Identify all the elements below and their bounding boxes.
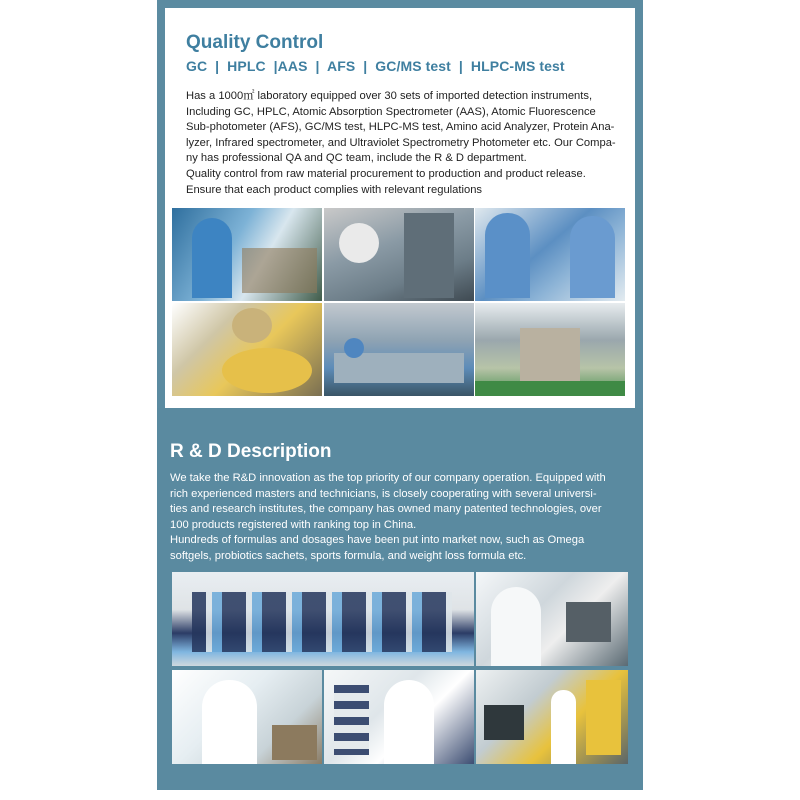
qc-line: lyzer, Infrared spectrometer, and Ultraviolet Spectrometry Photometer etc. Our Compa- [186,136,616,149]
rd-line: 100 products registered with ranking top in China. [170,518,417,531]
qc-line: Including GC, HPLC, Atomic Absorption Spectrometer (AAS), Atomic Fluorescence [186,105,596,118]
quality-control-card [165,8,635,408]
researcher-clipboard-photo [324,670,474,764]
capsule-machine-photo [324,208,474,301]
team-group-photo [172,572,474,666]
rd-line: softgels, probiotics sachets, sports formula, and weight loss formula etc. [170,549,527,562]
quality-control-section [157,0,643,408]
quality-control-description [186,89,634,198]
qc-line: Quality control from raw material procurement to production and product release. [186,167,586,180]
rd-section [157,408,643,790]
lab-technician-photo [172,208,322,301]
lab-sample-photo [172,670,322,764]
rd-description [170,471,630,565]
qc-line: Sub-photometer (AFS), GC/MS test, HLPC-MS test, Amino acid Analyzer, Protein Ana- [186,121,615,134]
qc-line: ny has professional QA and QC team, include the R & D department. [186,152,527,165]
softgel-pouring-photo [172,303,322,396]
quality-control-methods: GC | HPLC |AAS | AFS | GC/MS test | HLPC-MS test [186,58,565,74]
encapsulation-machine-photo [475,303,625,396]
quality-control-title: Quality Control [186,32,324,53]
rd-line: rich experienced masters and technicians, is closely cooperating with several universi- [170,487,597,500]
rd-line: ties and research institutes, the company has owned many patented technologies, over [170,503,602,516]
cleanroom-workers-photo [475,208,625,301]
rd-line: Hundreds of formulas and dosages have been put into market now, such as Omega [170,534,585,547]
qc-line: Ensure that each product complies with relevant regulations [186,183,483,196]
researcher-microscope-photo [476,572,628,666]
production-line-photo [324,303,474,396]
rd-line: We take the R&D innovation as the top priority of our company operation. Equipped with [170,472,606,484]
rd-title: R & D Description [170,441,332,462]
lab-equipment-photo [476,670,628,764]
qc-line: Has a 1000㎡ laboratory equipped over 30 sets of imported detection instruments, [186,90,593,102]
